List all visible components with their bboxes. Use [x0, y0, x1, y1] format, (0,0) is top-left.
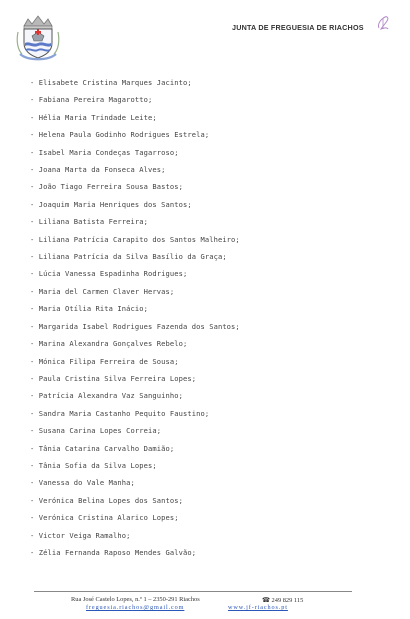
- footer-website-link[interactable]: www.jf-riachos.pt: [228, 604, 288, 611]
- parish-crest-icon: [12, 6, 64, 64]
- list-item: - Isabel Maria Condeças Tagarroso;: [30, 147, 179, 157]
- footer-address: Rua José Castelo Lopes, n.º 1 – 2350-291 Riachos: [71, 596, 200, 603]
- list-item: - Marina Alexandra Gonçalves Rebelo;: [30, 339, 188, 349]
- list-item: - Mónica Filipa Ferreira de Sousa;: [30, 356, 179, 366]
- list-item: - João Tiago Ferreira Sousa Bastos;: [30, 182, 183, 192]
- pen-mark-icon: [376, 15, 390, 31]
- list-item: - Joana Marta da Fonseca Alves;: [30, 165, 166, 175]
- list-item: - Maria Otília Rita Inácio;: [30, 304, 149, 314]
- organization-title: JUNTA DE FREGUESIA DE RIACHOS: [232, 23, 364, 32]
- list-item: - Elisabete Cristina Marques Jacinto;: [30, 78, 192, 87]
- list-item: - Zélia Fernanda Raposo Mendes Galvão;: [30, 547, 197, 557]
- list-item: - Maria del Carmen Claver Hervas;: [30, 286, 175, 296]
- list-item: - Patrícia Alexandra Vaz Sanguinho;: [30, 391, 183, 401]
- list-item: - Lúcia Vanessa Espadinha Rodrigues;: [30, 269, 188, 279]
- list-item: - Liliana Patrícia Carapito dos Santos Malheiro;: [30, 234, 240, 244]
- footer-email-link[interactable]: freguesia.riachos@gmail.com: [86, 604, 185, 611]
- list-item: - Verónica Belina Lopes dos Santos;: [30, 495, 183, 505]
- list-item: - Paula Cristina Silva Ferreira Lopes;: [30, 373, 197, 383]
- list-item: - Margarida Isabel Rodrigues Fazenda dos Santos;: [30, 321, 240, 331]
- list-item: - Tânia Sofia da Silva Lopes;: [30, 460, 157, 470]
- list-item: - Susana Carina Lopes Correia;: [30, 426, 162, 436]
- list-item: - Sandra Maria Castanho Pequito Faustino;: [30, 408, 210, 418]
- list-item: - Liliana Patrícia da Silva Basílio da Graça;: [30, 252, 227, 262]
- list-item: - Hélia Maria Trindade Leite;: [30, 112, 157, 122]
- list-item: - Helena Paula Godinho Rodrigues Estrela;: [30, 130, 210, 140]
- list-item: - Liliana Batista Ferreira;: [30, 217, 149, 227]
- list-item: - Joaquim Maria Henriques dos Santos;: [30, 199, 192, 209]
- list-item: - Vanessa do Vale Manha;: [30, 478, 135, 488]
- list-item: - Tânia Catarina Carvalho Damião;: [30, 443, 175, 453]
- list-item: - Victor Veiga Ramalho;: [30, 530, 131, 540]
- footer-phone: ☎ 249 829 115: [262, 597, 304, 604]
- letterhead: [0, 0, 410, 72]
- list-item: - Fabiana Pereira Magarotto;: [30, 95, 153, 105]
- footer-divider: [34, 591, 352, 592]
- list-item: - Verónica Cristina Alarico Lopes;: [30, 513, 179, 523]
- names-list: [30, 74, 240, 561]
